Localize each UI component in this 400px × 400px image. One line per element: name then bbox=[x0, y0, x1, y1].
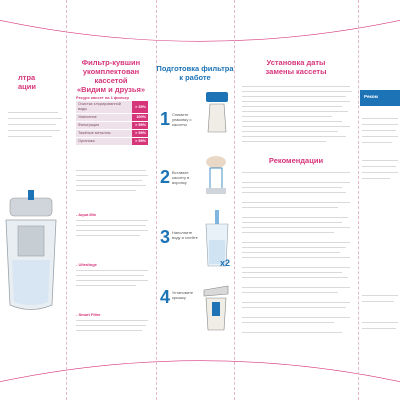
step-text: Наполните воду и слейте bbox=[172, 230, 198, 241]
insert-cassette-illustration bbox=[200, 150, 232, 200]
resource-label: Органика bbox=[76, 138, 132, 146]
steps-title bbox=[156, 64, 234, 82]
cassette-title bbox=[66, 58, 156, 94]
step-number: 4 bbox=[160, 287, 171, 307]
resource-value: > 55% bbox=[132, 122, 148, 130]
section-smart-filter: - Smart Filter bbox=[76, 312, 101, 317]
jug-illustration bbox=[0, 190, 62, 320]
step-number: 3 bbox=[160, 227, 171, 247]
panel-left-title bbox=[18, 73, 66, 91]
date-title-line: Установка даты bbox=[266, 58, 326, 67]
panel-cassette bbox=[66, 0, 156, 400]
step-text: Снимите упаковку с кассеты bbox=[172, 112, 192, 128]
panel-right bbox=[358, 0, 400, 400]
reco-title: Рекомендации bbox=[268, 156, 324, 165]
section-ultralinge: - Ultralinge bbox=[76, 262, 97, 267]
resource-value: > 55% bbox=[132, 138, 148, 146]
panel-left bbox=[0, 0, 66, 400]
date-title bbox=[234, 58, 358, 76]
panel-right-label: Реком bbox=[364, 94, 378, 99]
step-text: Вставьте кассету в воронку bbox=[172, 170, 190, 186]
resource-value: > 35% bbox=[132, 101, 148, 114]
panel-steps bbox=[156, 0, 234, 400]
resource-row bbox=[76, 114, 148, 122]
section-aqua-mix: - Aqua Mix bbox=[76, 212, 97, 217]
table-caption: Ресурс кассет на 1 фильтр bbox=[76, 95, 129, 100]
resource-row bbox=[76, 122, 148, 130]
step-number: 1 bbox=[160, 109, 171, 129]
resource-row bbox=[76, 138, 148, 146]
resource-label: Очистка хлорированной воды bbox=[76, 101, 132, 114]
cassette-title-line: Фильтр-кувшин bbox=[81, 58, 141, 67]
panel-left-title-line: ации bbox=[18, 82, 37, 91]
cassette-title-line: укомплектован кассетой bbox=[82, 67, 140, 85]
panel-left-title-line: лтра bbox=[18, 73, 36, 82]
resource-row bbox=[76, 130, 148, 138]
resource-label: Умягчение bbox=[76, 114, 132, 122]
cassette-title-line: «Видим и друзья» bbox=[76, 85, 146, 94]
steps-title-line: Подготовка фильтра bbox=[156, 64, 234, 73]
steps-title-line: к работе bbox=[179, 73, 211, 82]
date-title-line: замены кассеты bbox=[265, 67, 327, 76]
resource-table bbox=[76, 101, 148, 146]
panel-recommendations bbox=[234, 0, 358, 400]
step-number: 2 bbox=[160, 167, 171, 187]
resource-value: > 55% bbox=[132, 130, 148, 138]
close-lid-illustration bbox=[200, 280, 232, 336]
resource-label: Фильтрация bbox=[76, 122, 132, 130]
cassette-unpack-illustration bbox=[202, 88, 232, 138]
resource-value: 100% bbox=[132, 114, 148, 122]
step-text: Установите крышку bbox=[172, 290, 194, 301]
resource-label: Тяжёлые металлы bbox=[76, 130, 132, 138]
repeat-twice-label: x2 bbox=[220, 258, 231, 268]
resource-row bbox=[76, 101, 148, 114]
